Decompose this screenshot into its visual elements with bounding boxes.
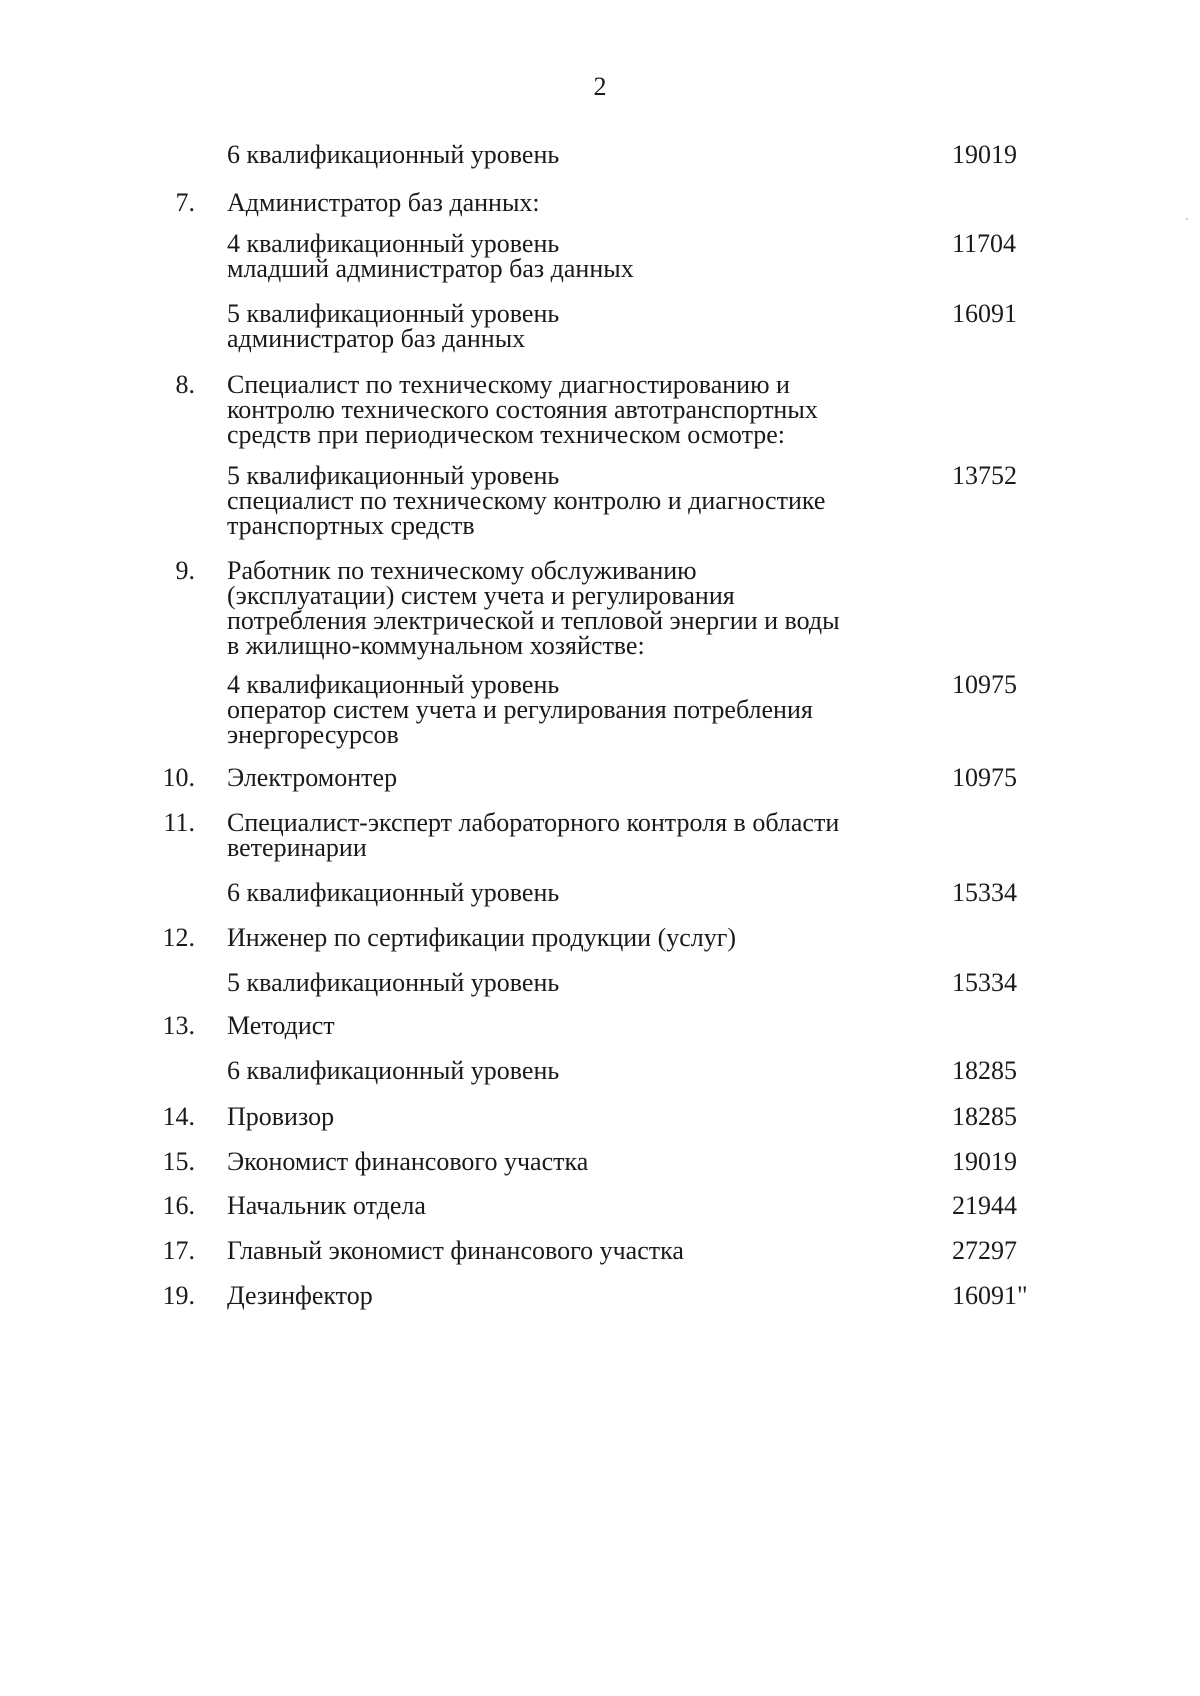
description-line: (эксплуатации) систем учета и регулирования (227, 581, 735, 610)
salary-value: 15334 (952, 878, 1017, 907)
description-line: в жилищно-коммунальном хозяйстве: (227, 631, 645, 660)
description-line: Экономист финансового участка (227, 1147, 589, 1176)
description-line: администратор баз данных (227, 324, 526, 353)
row-number: 19. (162, 1281, 195, 1310)
description-line: 6 квалификационный уровень (227, 140, 560, 169)
description-line: энергоресурсов (227, 720, 399, 749)
salary-value: 10975 (952, 670, 1017, 699)
description-line: Начальник отдела (227, 1191, 426, 1220)
description-line: Электромонтер (227, 763, 398, 792)
position-description (227, 558, 907, 658)
salary-value: 18285 (952, 1056, 1017, 1085)
description-line: Специалист по техническому диагностированию и (227, 370, 790, 399)
description-line: Дезинфектор (227, 1281, 373, 1310)
description-line: Методист (227, 1011, 335, 1040)
row-number: 14. (162, 1102, 195, 1131)
description-line: Главный экономист финансового участка (227, 1236, 684, 1265)
position-description (227, 1283, 907, 1308)
position-description (227, 463, 907, 538)
description-line: Работник по техническому обслуживанию (227, 556, 697, 585)
position-description (227, 765, 907, 790)
description-line: 5 квалификационный уровень (227, 461, 560, 490)
description-line: 4 квалификационный уровень (227, 229, 560, 258)
salary-value: 15334 (952, 968, 1017, 997)
description-line: 6 квалификационный уровень (227, 1056, 560, 1085)
row-number: 11. (163, 808, 195, 837)
position-description (227, 142, 907, 167)
position-description (227, 880, 907, 905)
salary-value: 21944 (952, 1191, 1017, 1220)
description-line: оператор систем учета и регулирования потребления (227, 695, 813, 724)
position-description (227, 1058, 907, 1083)
position-description (227, 1104, 907, 1129)
row-number: 13. (162, 1011, 195, 1040)
description-line: 4 квалификационный уровень (227, 670, 560, 699)
row-number: 17. (162, 1236, 195, 1265)
description-line: Инженер по сертификации продукции (услуг) (227, 923, 737, 952)
salary-value: 19019 (952, 140, 1017, 169)
position-description (227, 672, 907, 747)
salary-value: 16091" (952, 1281, 1028, 1310)
salary-value: 16091 (952, 299, 1017, 328)
position-description (227, 1149, 907, 1174)
position-description (227, 372, 907, 447)
description-line: ветеринарии (227, 833, 367, 862)
salary-value: 19019 (952, 1147, 1017, 1176)
description-line: Провизор (227, 1102, 335, 1131)
position-description (227, 810, 907, 860)
position-description (227, 970, 907, 995)
description-line: контролю технического состояния автотранспортных (227, 395, 818, 424)
salary-value: 27297 (952, 1236, 1017, 1265)
row-number: 8. (175, 370, 195, 399)
description-line: младший администратор баз данных (227, 254, 634, 283)
position-description (227, 190, 907, 215)
page-number: 2 (593, 72, 607, 101)
row-number: 12. (162, 923, 195, 952)
description-line: специалист по техническому контролю и диагностике (227, 486, 826, 515)
position-description (227, 1238, 907, 1263)
row-number: 10. (162, 763, 195, 792)
row-number: 9. (175, 556, 195, 585)
description-line: Администратор баз данных: (227, 188, 540, 217)
row-number: 7. (175, 188, 195, 217)
description-line: средств при периодическом техническом осмотре: (227, 420, 786, 449)
description-line: потребления электрической и тепловой энергии и воды (227, 606, 840, 635)
row-number: 15. (162, 1147, 195, 1176)
scan-speck (1186, 218, 1188, 220)
description-line: Специалист-эксперт лабораторного контроля в области (227, 808, 840, 837)
position-description (227, 1193, 907, 1218)
description-line: 6 квалификационный уровень (227, 878, 560, 907)
salary-value: 18285 (952, 1102, 1017, 1131)
position-description (227, 1013, 907, 1038)
position-description (227, 301, 907, 351)
salary-value: 11704 (952, 229, 1017, 258)
salary-value: 13752 (952, 461, 1017, 490)
description-line: 5 квалификационный уровень (227, 968, 560, 997)
position-description (227, 231, 907, 281)
salary-value: 10975 (952, 763, 1017, 792)
row-number: 16. (162, 1191, 195, 1220)
description-line: 5 квалификационный уровень (227, 299, 560, 328)
description-line: транспортных средств (227, 511, 475, 540)
position-description (227, 925, 907, 950)
